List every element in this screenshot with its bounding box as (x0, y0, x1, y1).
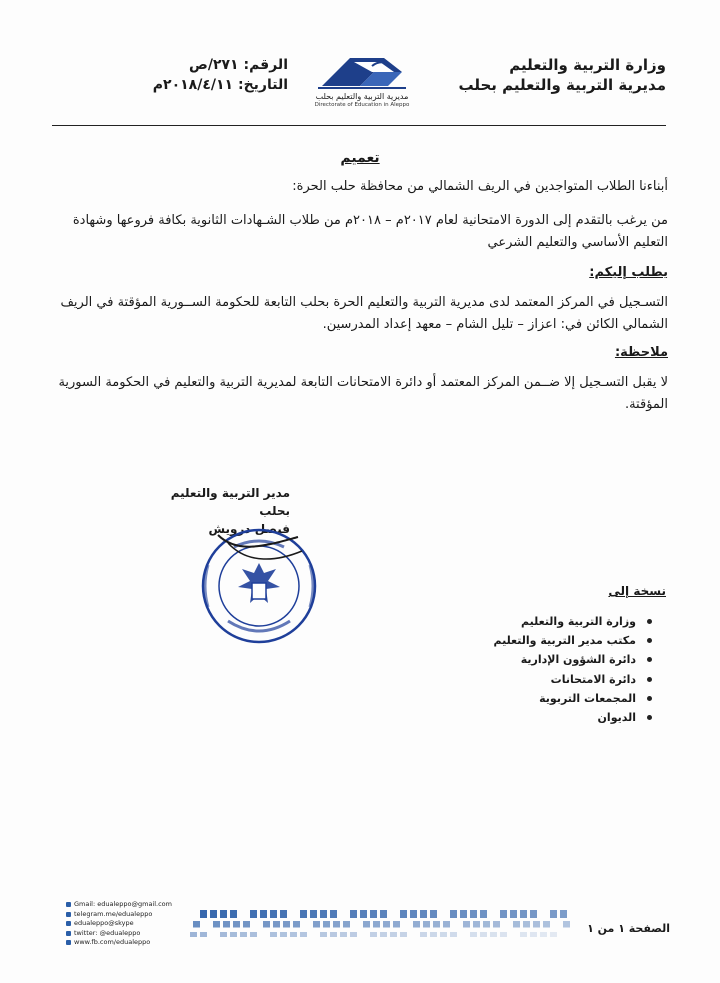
pattern-tile (260, 910, 267, 918)
pattern-tile (370, 932, 377, 937)
pattern-tile (443, 921, 450, 928)
pattern-tile (273, 921, 280, 928)
pattern-tile (220, 910, 227, 918)
official-stamp-icon (198, 525, 320, 647)
bullet-icon (647, 657, 652, 662)
pattern-tile (243, 921, 250, 928)
contact-text: edualeppo@skype (74, 919, 134, 927)
copies-list (406, 612, 666, 727)
pattern-tile (280, 910, 287, 918)
pattern-tile (360, 910, 367, 918)
pattern-tile (333, 921, 340, 928)
copy-recipient: وزارة التربية والتعليم (521, 615, 636, 628)
pattern-tile (370, 910, 377, 918)
note-heading (54, 342, 668, 364)
reference-number: الرقم: ٢٧١/ص (189, 57, 288, 73)
pattern-tile (530, 910, 537, 918)
pattern-tile (240, 932, 247, 937)
pattern-tile (250, 932, 257, 937)
pattern-tile (420, 932, 427, 937)
pattern-tile (313, 921, 320, 928)
pattern-tile (270, 910, 277, 918)
bullet-icon (647, 696, 652, 701)
pattern-tile (400, 932, 407, 937)
pattern-tile (230, 910, 237, 918)
paragraph-registration: التسـجيل في المركز المعتمد لدى مديرية التربية والتعليم الحرة بحلب التابعة للحكومة الســورية المؤقتة في الريف الشمالي الكائن في: اعزاز – تليل الشام – معهد إعداد المدرسين. (60, 295, 668, 332)
pattern-tile (233, 921, 240, 928)
pattern-tile (400, 910, 407, 918)
skype-icon (66, 921, 71, 926)
pattern-tile (493, 921, 500, 928)
pattern-tile (220, 932, 227, 937)
pattern-tile (393, 921, 400, 928)
pattern-tile (320, 932, 327, 937)
pattern-tile (550, 910, 557, 918)
paragraph-eligibility: من يرغب بالتقدم إلى الدورة الامتحانية لعام ٢٠١٧م – ٢٠١٨م من طلاب الشـهادات الثانوية بكافة فروعها وشهادة التعليم الأساسي والتعليم الشرعي (72, 213, 668, 250)
contact-facebook (66, 938, 196, 948)
pattern-tile (350, 910, 357, 918)
list-item (406, 670, 666, 689)
bullet-icon (647, 619, 652, 624)
pattern-tile (500, 932, 507, 937)
copy-recipient: دائرة الامتحانات (550, 672, 636, 686)
contact-gmail (66, 900, 196, 910)
signatory-role: مدير التربية والتعليم بحلب (170, 486, 290, 518)
directorate-name: مديرية التربية والتعليم بحلب (458, 76, 666, 94)
pattern-tile (460, 910, 467, 918)
list-item (406, 631, 666, 650)
copy-recipient: دائرة الشؤون الإدارية (520, 653, 636, 667)
telegram-icon (66, 912, 71, 917)
contact-telegram (66, 910, 196, 920)
pattern-tile (480, 910, 487, 918)
directorate-logo (302, 52, 422, 116)
pattern-tile (483, 921, 490, 928)
paragraph-note: لا يقبل التسـجيل إلا ضــمن المركز المعتمد أو دائرة الامتحانات التابعة لمديرية التربية والتعليم في الحكومة السورية المؤقتة. (58, 375, 668, 412)
page-number: الصفحة ١ من ١ (587, 922, 670, 935)
pattern-tile (290, 932, 297, 937)
pattern-tile (450, 910, 457, 918)
pattern-tile (200, 932, 207, 937)
pattern-tile (363, 921, 370, 928)
pattern-tile (213, 921, 220, 928)
pattern-tile (433, 921, 440, 928)
pattern-tile (330, 910, 337, 918)
pattern-tile (250, 910, 257, 918)
footer-contacts (66, 900, 196, 948)
ministry-name: وزارة التربية والتعليم (509, 56, 666, 74)
contact-text: Gmail: edualeppo@gmail.com (74, 900, 172, 908)
pattern-tile (263, 921, 270, 928)
pattern-tile (200, 910, 207, 918)
pattern-tile (413, 921, 420, 928)
bullet-icon (647, 677, 652, 682)
pattern-tile (440, 932, 447, 937)
pattern-tile (283, 921, 290, 928)
document-title: تعميم (340, 150, 380, 166)
pattern-tile (540, 932, 547, 937)
pattern-tile (310, 910, 317, 918)
pattern-tile (430, 910, 437, 918)
pattern-tile (193, 921, 200, 928)
pattern-tile (340, 932, 347, 937)
pattern-tile (533, 921, 540, 928)
pattern-tile (563, 921, 570, 928)
copy-recipient: مكتب مدير التربية والتعليم (493, 634, 636, 648)
list-item (406, 650, 666, 669)
pattern-tile (513, 921, 520, 928)
pattern-tile (390, 932, 397, 937)
pattern-tile (410, 910, 417, 918)
twitter-icon (66, 931, 71, 936)
signatory-name: فيصل درويش (208, 522, 290, 536)
request-heading (54, 262, 668, 284)
logo-caption-english: Directorate of Education in Aleppo (314, 102, 410, 108)
pattern-tile (223, 921, 230, 928)
pattern-tile (293, 921, 300, 928)
pattern-tile (530, 932, 537, 937)
pattern-tile (543, 921, 550, 928)
logo-caption-arabic: مديرية التربية والتعليم بحلب (315, 92, 409, 101)
copies-heading: نسخة إلى (608, 584, 666, 598)
pattern-tile (230, 932, 237, 937)
pattern-tile (463, 921, 470, 928)
letterhead-organization (458, 55, 666, 95)
pattern-tile (450, 932, 457, 937)
footer-pattern (190, 904, 570, 944)
pattern-tile (380, 910, 387, 918)
copy-recipient: المجمعات التربوية (539, 691, 636, 705)
pattern-tile (280, 932, 287, 937)
pattern-tile (550, 932, 557, 937)
pattern-tile (270, 932, 277, 937)
directorate-logo-icon (314, 52, 410, 92)
pattern-tile (510, 910, 517, 918)
pattern-tile (430, 932, 437, 937)
pattern-tile (373, 921, 380, 928)
pattern-tile (300, 910, 307, 918)
pattern-tile (300, 932, 307, 937)
request-heading-text: يطلب إليكم: (589, 265, 668, 280)
pattern-tile (380, 932, 387, 937)
bullet-icon (647, 715, 652, 720)
pattern-tile (500, 910, 507, 918)
contact-text: twitter: @edualeppo (74, 928, 141, 937)
pattern-tile (520, 932, 527, 937)
pattern-tile (323, 921, 330, 928)
pattern-tile (473, 921, 480, 928)
pattern-tile (423, 921, 430, 928)
list-item (406, 708, 666, 727)
list-item (406, 612, 666, 631)
letter-reference (118, 55, 288, 95)
pattern-tile (383, 921, 390, 928)
pattern-tile (350, 932, 357, 937)
gmail-icon (66, 902, 71, 907)
bullet-icon (647, 638, 652, 643)
list-item (406, 689, 666, 708)
header-divider (52, 125, 666, 126)
pattern-tile (470, 932, 477, 937)
copy-recipient: الديوان (597, 710, 636, 724)
contact-twitter (66, 929, 196, 939)
note-heading-text: ملاحظة: (614, 345, 668, 360)
addressee-line: أبناءنا الطلاب المتواجدين في الريف الشمالي من محافظة حلب الحرة: (292, 179, 668, 194)
pattern-tile (480, 932, 487, 937)
contact-text: telegram.me/edualeppo (74, 909, 153, 918)
pattern-tile (523, 921, 530, 928)
letter-date: التاريخ: ٢٠١٨/٤/١١م (152, 77, 288, 93)
pattern-tile (190, 932, 197, 937)
contact-text: www.fb.com/edualeppo (74, 938, 151, 946)
pattern-tile (210, 910, 217, 918)
pattern-tile (330, 932, 337, 937)
contact-skype (66, 919, 196, 929)
pattern-tile (520, 910, 527, 918)
pattern-tile (490, 932, 497, 937)
pattern-tile (320, 910, 327, 918)
facebook-icon (66, 940, 71, 945)
pattern-tile (470, 910, 477, 918)
pattern-tile (343, 921, 350, 928)
pattern-tile (420, 910, 427, 918)
pattern-tile (560, 910, 567, 918)
